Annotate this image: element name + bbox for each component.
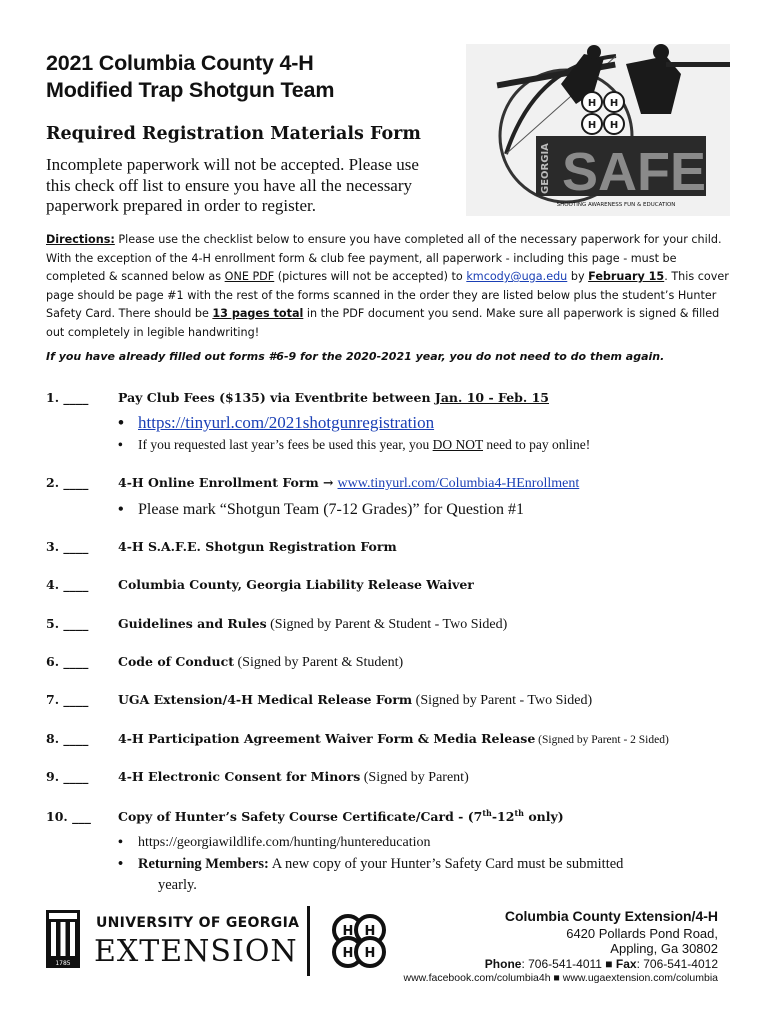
checklist-item-9 <box>46 769 469 786</box>
address-line-1: 6420 Pollards Pond Road, <box>566 926 718 941</box>
office-name: Columbia County Extension/4-H <box>504 908 718 924</box>
item-number[interactable]: 2. ____ <box>46 475 89 490</box>
item-note: (Signed by Parent - 2 Sided) <box>535 734 669 746</box>
item-title: Pay Club Fees ($135) via Eventbrite between <box>118 390 435 405</box>
title-line-1: 2021 Columbia County 4-H <box>46 51 314 75</box>
svg-text:H: H <box>342 946 354 961</box>
georgia-safe-logo <box>466 44 730 216</box>
logo-tagline: SHOOTING AWARENESS FUN & EDUCATION <box>556 202 676 208</box>
item-note: (Signed by Parent - Two Sided) <box>412 693 593 708</box>
item-number[interactable]: 8. ____ <box>46 731 89 746</box>
page-title <box>46 50 334 104</box>
email-link[interactable]: kmcody@uga.edu <box>466 270 568 283</box>
item-title: Code of Conduct <box>118 654 234 669</box>
logo-side-text: GEORGIA <box>540 143 551 194</box>
item-number[interactable]: 10. ___ <box>46 809 91 825</box>
item-title: 4-H S.A.F.E. Shotgun Registration Form <box>118 539 397 554</box>
address-line-2: Appling, Ga 30802 <box>610 941 718 956</box>
bullet-returning-members: • Returning Members: A new copy of your Hunter’s Safety Card must be submitted <box>138 856 623 873</box>
item-number[interactable]: 7. ____ <box>46 692 89 707</box>
clover-4h-icon <box>326 908 392 974</box>
returning-note: If you have already filled out forms #6-9 for the 2020-2021 year, you do not need to do them again. <box>46 350 665 363</box>
directions-label: Directions: <box>46 233 115 246</box>
item-title: 4-H Electronic Consent for Minors <box>118 769 361 784</box>
item-note: (Signed by Parent & Student - Two Sided) <box>266 617 508 632</box>
item-title: 4-H Online Enrollment Form <box>118 475 324 490</box>
directions-text-3: by <box>567 270 589 283</box>
form-subtitle: Required Registration Materials Form <box>46 124 421 144</box>
title-line-2: Modified Trap Shotgun Team <box>46 78 335 102</box>
item-number[interactable]: 1. ____ <box>46 390 89 405</box>
checklist-item-8 <box>46 731 669 746</box>
bullet-question-note: • Please mark “Shotgun Team (7-12 Grades)” for Question #1 <box>138 501 524 519</box>
item-note: (Signed by Parent) <box>360 770 469 785</box>
checklist-item-3 <box>46 539 397 554</box>
item-number[interactable]: 4. ____ <box>46 577 89 592</box>
deadline-text: February 15 <box>588 270 665 283</box>
item-number[interactable]: 5. ____ <box>46 616 89 631</box>
uga-extension: EXTENSION <box>94 934 298 969</box>
directions-text-4: . This cover page should be page #1 with the rest of the forms scanned in the order they are listed below plus the student’s Hunter Safety Card. There should be <box>46 270 729 320</box>
svg-text:H: H <box>587 120 597 131</box>
contact-phone-fax: Phone: 706-541-4011 ■ Fax: 706-541-4012 <box>484 957 718 971</box>
checklist-item-7 <box>46 692 592 709</box>
item-title: Copy of Hunter’s Safety Course Certificate/Card - (7 <box>118 809 483 825</box>
hunter-education-link: https://georgiawildlife.com/hunting/huntereducation <box>138 835 431 850</box>
checklist-item-5 <box>46 616 507 633</box>
one-pdf-text: ONE PDF <box>224 270 275 283</box>
svg-text:H: H <box>342 924 354 939</box>
item-number[interactable]: 6. ____ <box>46 654 89 669</box>
enrollment-link[interactable]: www.tinyurl.com/Columbia4-HEnrollment <box>337 476 580 491</box>
uga-name: UNIVERSITY OF GEORGIA <box>96 915 300 931</box>
page-count-text: 13 pages total <box>212 307 304 320</box>
item-title: 4-H Participation Agreement Waiver Form & Media Release <box>118 731 536 746</box>
item-title: Columbia County, Georgia Liability Release Waiver <box>118 577 474 592</box>
logo-big-text: SAFE <box>562 142 707 202</box>
bullet-hunter-ed-link[interactable] <box>138 835 431 851</box>
checklist-item-6 <box>46 654 403 671</box>
item-number[interactable]: 9. ____ <box>46 769 89 784</box>
item-number[interactable]: 3. ____ <box>46 539 89 554</box>
checklist-item-4 <box>46 577 474 592</box>
eventbrite-link: https://tinyurl.com/2021shotgunregistration <box>138 413 435 432</box>
bullet-eventbrite-link[interactable] <box>138 413 434 433</box>
checklist-item-2 <box>46 475 579 492</box>
directions-text-5: in the PDF document you send. Make sure all paperwork is signed & filled out completely in legible handwriting! <box>46 307 720 339</box>
uga-arch-icon <box>46 910 80 968</box>
uga-year: 1785 <box>55 960 71 967</box>
svg-text:H: H <box>609 98 619 109</box>
item-note: (Signed by Parent & Student) <box>234 655 404 670</box>
returning-members-continued: yearly. <box>158 877 197 893</box>
web-links[interactable]: www.facebook.com/columbia4h ■ www.ugaextension.com/columbia <box>403 972 718 984</box>
item-title: Guidelines and Rules <box>118 616 267 631</box>
svg-text:H: H <box>364 924 376 939</box>
intro-text: Incomplete paperwork will not be accepted. Please use this check off list to ensure you have all the necessary paperwork prepared in order to register. <box>46 155 419 215</box>
svg-text:H: H <box>609 120 619 131</box>
svg-text:H: H <box>364 946 376 961</box>
directions-text-2: (pictures will not be accepted) to <box>274 270 467 283</box>
item-title: UGA Extension/4-H Medical Release Form <box>118 692 413 707</box>
arrow-icon: → <box>323 475 334 490</box>
item-date-range: Jan. 10 - Feb. 15 <box>434 390 549 405</box>
bullet-fees-note: • If you requested last year’s fees be used this year, you DO NOT need to pay online! <box>138 437 590 453</box>
checklist-item-1 <box>46 390 549 405</box>
footer-divider <box>307 906 310 976</box>
directions-text-1: Please use the checklist below to ensure you have completed all of the necessary paperwork for your child. With the exception of the 4-H enrollment form & club fee payment, all paperwork - including this page - must be completed & scanned below as <box>46 233 722 283</box>
checklist-item-10: 10. ___ Copy of Hunter’s Safety Course Certificate/Card - (7th-12th only) <box>46 808 564 825</box>
svg-text:H: H <box>587 98 597 109</box>
directions-paragraph <box>46 231 734 342</box>
